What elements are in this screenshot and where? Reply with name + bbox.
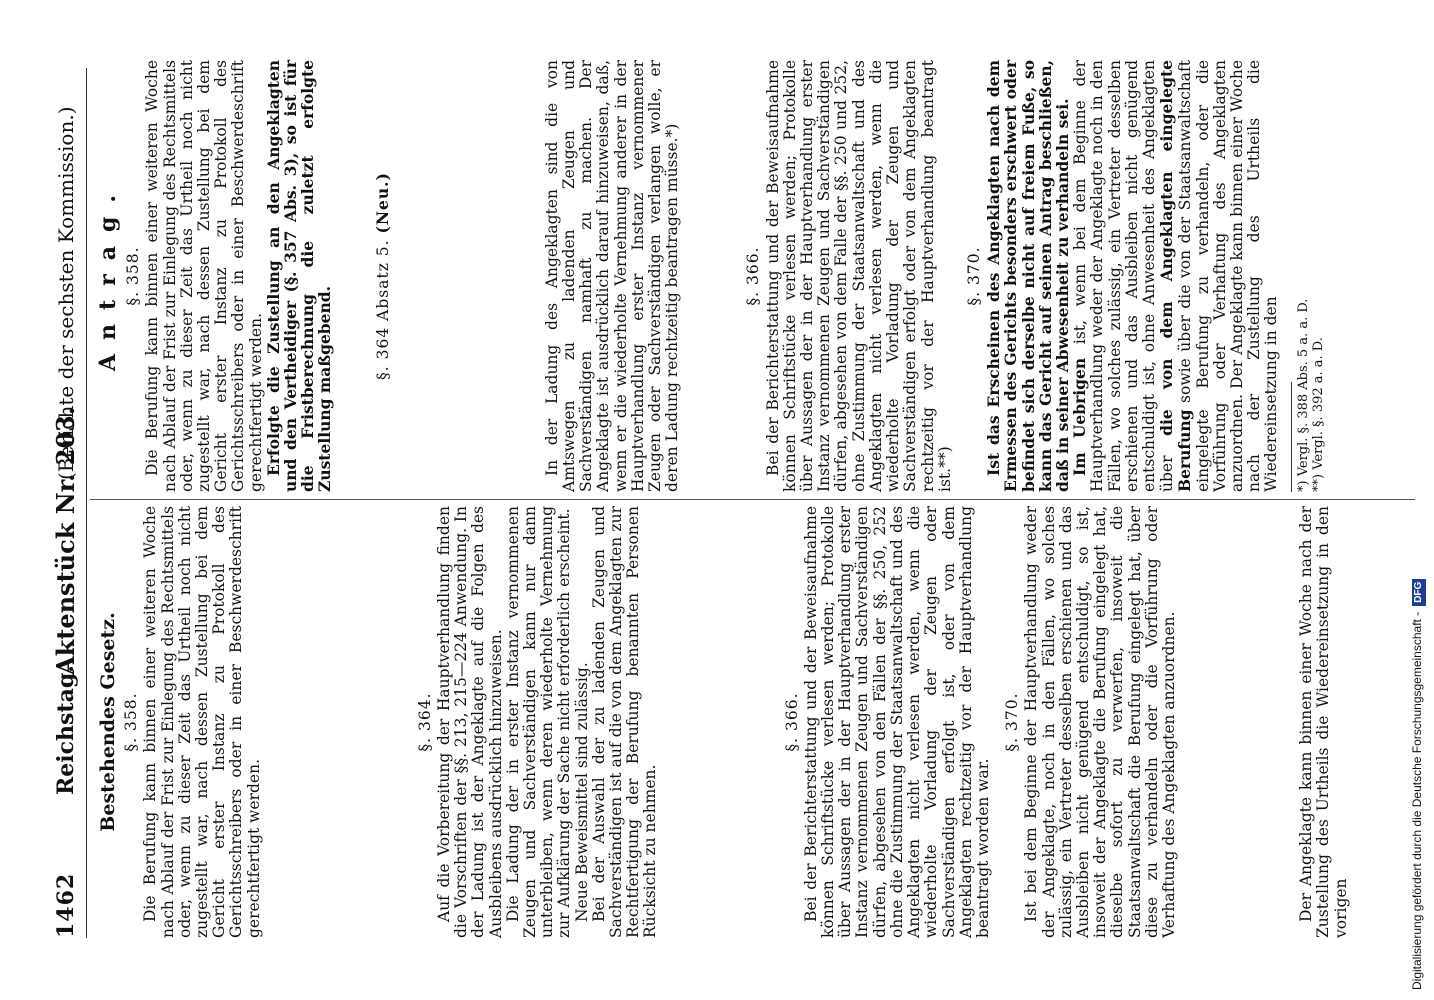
section-title: §. 364. [415, 692, 434, 752]
section-text: Die Berufung kann binnen einer weiteren Woche nach Ablauf der Frist zur Einlegung des Rechtsmittels oder, wenn zu dieser Zeit das Urtheil noch nicht zugestellt war, nach dessen Zustellung bei dem Gericht erster Instanz zu Protokoll des Gerichtsschreibers oder in einer Beschwerdeschrift gerechtfertigt werden. [141, 506, 263, 938]
column-divider [90, 499, 1415, 500]
digitization-credit [1406, 10, 1428, 990]
footnote-rule [1291, 382, 1292, 492]
footnotes [1291, 60, 1326, 492]
footnote: *) Vergl. §. 388 Abs. 5 a. a. D. [1295, 298, 1311, 492]
section-text: Auf die Vorbereitung der Hauptverhandlung finden die Vorschriften der §§. 213, 215—224 Anwendung. In der Ladung ist der Angeklagte auf die Folgen des Ausbleibens ausdrücklich hinzuweisen. [435, 506, 505, 938]
section-text: Der Angeklagte kann binnen einer Woche nach der Zustellung des Urtheils die Wiedereinsetzung in den vorigen [1297, 506, 1350, 938]
credit-text: Digitalisierung gefördert durch die Deutsche Forschungsgemeinschaft - [1410, 611, 1424, 990]
section-text-bold: Ist das Erscheinen des Angeklagten nach dem Ermessen des Gerichts besonders erschwert oder befindet sich derselbe nicht auf freiem Fuße, so kann das Gericht auf seinen Antrag beschließen, daß in seiner Abwesenheit zu verhandeln sei. [984, 60, 1072, 492]
section-lead: Im Uebrigen [1070, 357, 1090, 476]
section-text: Bei der Auswahl der zu ladenden Zeugen und Sachverständigen ist auf die von dem Angeklagten zur Rechtfertigung der Berufung benannten Personen Rücksicht zu nehmen. [589, 506, 660, 938]
section-text-bold: Erfolgte die Zustellung an den Angeklagten und den Vertheidiger (§. 357 Abs. 3), so ist für die Fristberechnung die zuletzt erfolgte Zustellung maßgebend. [263, 60, 335, 492]
new-marker: (Neu.) [372, 172, 392, 234]
section-title: §. 358. [124, 246, 143, 306]
section-run-bold: die von dem Angeklagten eingelegte Berufung [1157, 60, 1195, 492]
section-run: sowie über die von der Staatsanwaltschaft eingelegte Berufung zu verhandeln, oder die Vorführung oder Verhaftung des Angeklagten anzuordnen. Der Angeklagte kann binnen einer Woche nach der Zustellung des Urtheils die Wiedereinsetzung in den [1176, 60, 1281, 492]
section-title: §. 366. [782, 692, 801, 752]
section-text: Ist bei dem Beginne der Hauptverhandlung weder der Angeklagte, noch in den Fällen, wo solches zulässig, ein Vertreter desselben erschienen und das Ausbleiben nicht genügend entschuldigt, so ist, insoweit der Angeklagte die Berufung eingelegt hat, dieselbe sofort zu verwerfen, insoweit die Staatsanwaltschaft die Berufung eingelegt hat, über diese zu verhandeln oder die Vorführung oder Verhaftung des Angeklagten anzuordnen. [1022, 506, 1178, 938]
section-title: §. 366. [744, 246, 763, 306]
header-right: (Berichte der sechsten Kommission.) [54, 106, 78, 480]
footnote: **) Vergl. §. 392 a. a. D. [1310, 337, 1326, 492]
section-text: In der Ladung des Angeklagten sind die von Amtswegen zu ladenden Zeugen und Sachverständigen namhaft zu machen. Der Angeklagte ist ausdrücklich darauf hinzuweisen, daß, wenn er die wiederholte Vernehmung anderer in der Hauptverhandlung erster Instanz vernommener Zeugen oder Sachverständigen verlangen wolle, er deren Ladung rechtzeitig beantragen müsse.*) [542, 60, 682, 492]
dfg-logo: DFG [1412, 579, 1426, 606]
section-text [1071, 60, 1280, 492]
section-title: §. 370. [1003, 692, 1022, 752]
right-column [95, 60, 1326, 492]
section-text: Neue Beweismittel sind zulässig. [572, 662, 591, 922]
section-text: Die Ladung der in erster Instanz vernommenen Zeugen und Sachverständigen kann nur dann unterbleiben, wenn deren wiederholte Vernehmung zur Aufklärung der Sache nicht erforderlich erscheint. [503, 506, 574, 938]
page-number: 1462 [53, 872, 79, 938]
section-run: ist, wenn bei dem Beginne der Hauptverhandlung weder der Angeklagte noch in den Fällen, wo solches zulässig, ein Vertreter desselben erschienen und das Ausbleiben nicht genügend entschuldigt ist, ohne Anwesenheit des Angeklagten über [1071, 60, 1177, 492]
section-text: Bei der Berichterstattung und der Beweisaufnahme können Schriftstücke verlesen werden; Protokolle über Aussagen der in der Hauptverhandlung erster Instanz vernommenen Zeugen und Sachverständigen dürfen, abgesehen von den Fällen der §§. 250, 252 ohne die Zustimmung der Staatsanwaltschaft und des Angeklagten nicht verlesen werden, wenn die wiederholte Vorladung der Zeugen oder Sachverständigen erfolgt ist, oder von dem Angeklagten rechtzeitig vor der Hauptverhandlung beantragt worden war. [801, 506, 992, 938]
left-column [97, 506, 1350, 938]
right-column-heading: Antrag. [95, 180, 121, 372]
section-text: Die Berufung kann binnen einer weiteren Woche nach Ablauf der Frist zur Einlegung des Rechtsmittels oder, wenn zu dieser Zeit das Urtheil noch nicht zugestellt war, nach dessen Zustellung bei dem Gericht erster Instanz zu Protokoll des Gerichtsschreibers oder in einer Beschwerdeschrift gerechtfertigt werden. [143, 60, 265, 492]
section-title [374, 60, 392, 492]
section-title: §. 358. [122, 692, 141, 752]
section-title: §. 370. [964, 246, 983, 306]
section-text: Bei der Berichterstattung und der Beweisaufnahme können Schriftstücke verlesen werden; Protokolle über Aussagen der in der Hauptverhandlung erster Instanz vernommenen Zeugen und Sachverständigen dürfen, abgesehen von dem Falle der §§. 250 und 252, ohne Zustimmung der Staatsanwaltschaft und des Angeklagten nicht verlesen werden, wenn die wiederholte Vorladung der Zeugen und Sachverständigen erfolgt oder von dem Angeklagten rechtzeitig vor der Hauptverhandlung beantragt ist.**) [763, 60, 954, 492]
left-column-heading: Bestehendes Gesetz. [97, 612, 119, 832]
header-center: Aktenstück Nr. 203. [51, 406, 80, 675]
header-rule [86, 68, 87, 938]
header-left: Reichstag. [53, 665, 79, 795]
section-number: §. 364 Absatz 5. [373, 239, 392, 380]
